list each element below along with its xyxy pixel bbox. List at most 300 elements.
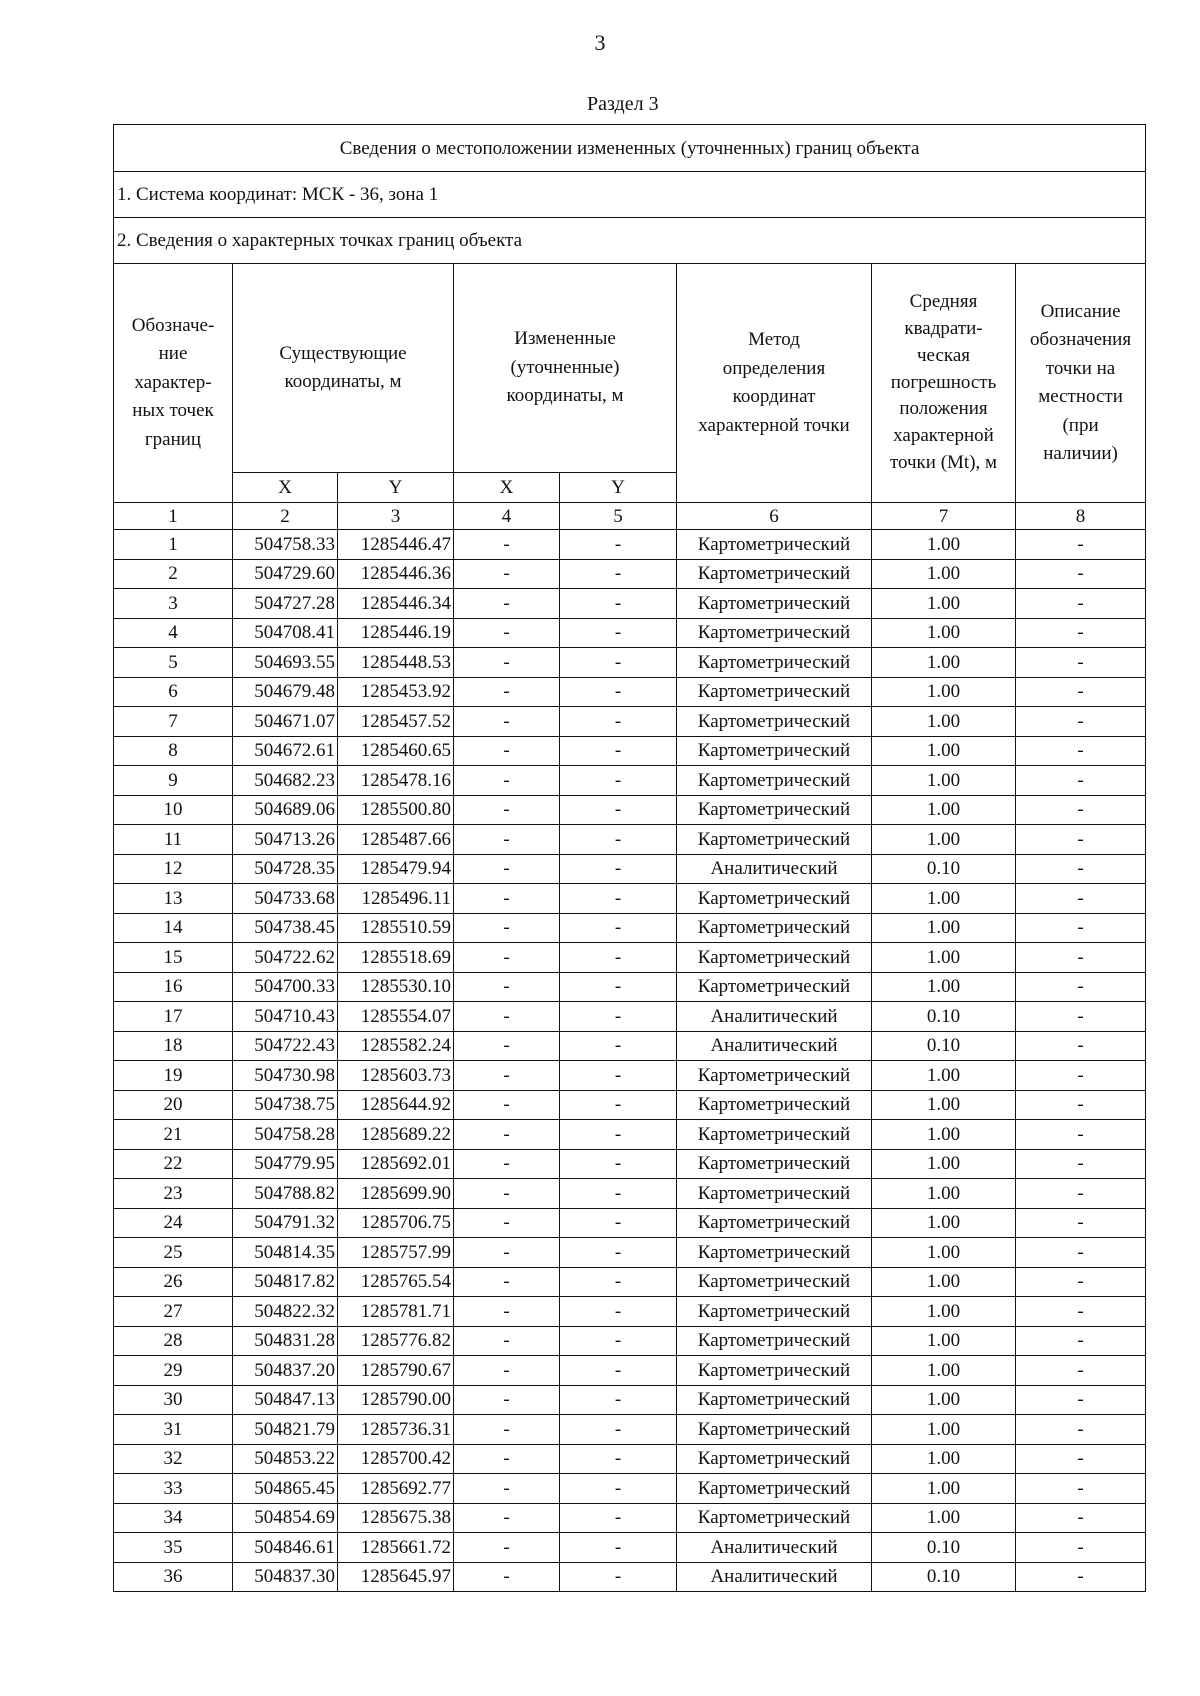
- description-cell: -: [1016, 530, 1146, 560]
- existing-y-cell: 1285446.47: [338, 530, 454, 560]
- changed-x-cell: -: [454, 589, 560, 619]
- description-cell: -: [1016, 1503, 1146, 1533]
- changed-x-cell: -: [454, 854, 560, 884]
- description-cell: -: [1016, 1238, 1146, 1268]
- point-number-cell: 29: [114, 1356, 233, 1386]
- changed-y-cell: -: [560, 972, 677, 1002]
- method-cell: Картометрический: [677, 972, 872, 1002]
- table-row: [114, 1031, 1146, 1061]
- changed-x-cell: -: [454, 825, 560, 855]
- method-cell: Картометрический: [677, 648, 872, 678]
- point-number-cell: 12: [114, 854, 233, 884]
- existing-x-cell: 504722.43: [233, 1031, 338, 1061]
- mean-error-cell: 0.10: [872, 1031, 1016, 1061]
- changed-y-cell: -: [560, 1061, 677, 1091]
- table-row: [114, 766, 1146, 796]
- table-row: [114, 1385, 1146, 1415]
- column-number: 2: [233, 503, 338, 530]
- mean-error-cell: 1.00: [872, 707, 1016, 737]
- table-row: [114, 1238, 1146, 1268]
- table-row: [114, 1120, 1146, 1150]
- description-cell: -: [1016, 589, 1146, 619]
- changed-y-cell: -: [560, 677, 677, 707]
- point-number-cell: 1: [114, 530, 233, 560]
- changed-y-cell: -: [560, 1208, 677, 1238]
- existing-y-cell: 1285776.82: [338, 1326, 454, 1356]
- existing-x-cell: 504708.41: [233, 618, 338, 648]
- header-changed-x: X: [454, 473, 560, 503]
- mean-error-cell: 1.00: [872, 1356, 1016, 1386]
- existing-x-cell: 504758.33: [233, 530, 338, 560]
- existing-y-cell: 1285781.71: [338, 1297, 454, 1327]
- existing-y-cell: 1285448.53: [338, 648, 454, 678]
- point-number-cell: 20: [114, 1090, 233, 1120]
- changed-y-cell: -: [560, 1090, 677, 1120]
- point-number-cell: 34: [114, 1503, 233, 1533]
- method-cell: Картометрический: [677, 1474, 872, 1504]
- changed-y-cell: -: [560, 1444, 677, 1474]
- column-number: 6: [677, 503, 872, 530]
- point-number-cell: 8: [114, 736, 233, 766]
- description-cell: -: [1016, 1356, 1146, 1386]
- existing-y-cell: 1285582.24: [338, 1031, 454, 1061]
- table-row: [114, 1297, 1146, 1327]
- description-cell: -: [1016, 1208, 1146, 1238]
- changed-x-cell: -: [454, 1120, 560, 1150]
- point-number-cell: 9: [114, 766, 233, 796]
- mean-error-cell: 1.00: [872, 1120, 1016, 1150]
- changed-y-cell: -: [560, 1179, 677, 1209]
- description-cell: -: [1016, 854, 1146, 884]
- table-row: [114, 795, 1146, 825]
- point-number-cell: 16: [114, 972, 233, 1002]
- existing-y-cell: 1285689.22: [338, 1120, 454, 1150]
- existing-x-cell: 504722.62: [233, 943, 338, 973]
- changed-x-cell: -: [454, 559, 560, 589]
- description-cell: -: [1016, 648, 1146, 678]
- point-number-cell: 33: [114, 1474, 233, 1504]
- changed-y-cell: -: [560, 648, 677, 678]
- description-cell: -: [1016, 1002, 1146, 1032]
- table-row: [114, 1444, 1146, 1474]
- description-cell: -: [1016, 677, 1146, 707]
- description-cell: -: [1016, 1061, 1146, 1091]
- method-cell: Картометрический: [677, 589, 872, 619]
- table-row: [114, 618, 1146, 648]
- changed-y-cell: -: [560, 1503, 677, 1533]
- point-number-cell: 5: [114, 648, 233, 678]
- existing-x-cell: 504846.61: [233, 1533, 338, 1563]
- changed-y-cell: -: [560, 1267, 677, 1297]
- changed-y-cell: -: [560, 1297, 677, 1327]
- mean-error-cell: 0.10: [872, 1562, 1016, 1592]
- table-row: [114, 943, 1146, 973]
- changed-x-cell: -: [454, 943, 560, 973]
- table-row: [114, 530, 1146, 560]
- point-number-cell: 7: [114, 707, 233, 737]
- table-row: [114, 1356, 1146, 1386]
- header-changed-y: Y: [560, 473, 677, 503]
- table-row: [114, 825, 1146, 855]
- description-cell: -: [1016, 1444, 1146, 1474]
- description-cell: -: [1016, 1090, 1146, 1120]
- changed-x-cell: -: [454, 1444, 560, 1474]
- existing-x-cell: 504671.07: [233, 707, 338, 737]
- changed-y-cell: -: [560, 766, 677, 796]
- points-section-heading: 2. Сведения о характерных точках границ объекта: [114, 218, 1146, 264]
- changed-x-cell: -: [454, 1208, 560, 1238]
- method-cell: Картометрический: [677, 1356, 872, 1386]
- changed-x-cell: -: [454, 1267, 560, 1297]
- table-row: [114, 913, 1146, 943]
- existing-y-cell: 1285692.77: [338, 1474, 454, 1504]
- table-row: [114, 1533, 1146, 1563]
- existing-y-cell: 1285500.80: [338, 795, 454, 825]
- existing-x-cell: 504847.13: [233, 1385, 338, 1415]
- existing-y-cell: 1285453.92: [338, 677, 454, 707]
- existing-x-cell: 504672.61: [233, 736, 338, 766]
- mean-error-cell: 1.00: [872, 677, 1016, 707]
- description-cell: -: [1016, 1031, 1146, 1061]
- mean-error-cell: 1.00: [872, 913, 1016, 943]
- changed-x-cell: -: [454, 1031, 560, 1061]
- existing-x-cell: 504727.28: [233, 589, 338, 619]
- changed-x-cell: -: [454, 1297, 560, 1327]
- method-cell: Картометрический: [677, 884, 872, 914]
- method-cell: Картометрический: [677, 795, 872, 825]
- method-cell: Картометрический: [677, 1415, 872, 1445]
- changed-y-cell: -: [560, 1415, 677, 1445]
- point-number-cell: 6: [114, 677, 233, 707]
- method-cell: Картометрический: [677, 943, 872, 973]
- point-number-cell: 27: [114, 1297, 233, 1327]
- existing-x-cell: 504779.95: [233, 1149, 338, 1179]
- changed-x-cell: -: [454, 1061, 560, 1091]
- mean-error-cell: 1.00: [872, 589, 1016, 619]
- table-row: [114, 1179, 1146, 1209]
- description-cell: -: [1016, 1179, 1146, 1209]
- changed-y-cell: -: [560, 707, 677, 737]
- existing-x-cell: 504758.28: [233, 1120, 338, 1150]
- method-cell: Картометрический: [677, 1503, 872, 1533]
- changed-x-cell: -: [454, 1415, 560, 1445]
- existing-y-cell: 1285700.42: [338, 1444, 454, 1474]
- changed-x-cell: -: [454, 1562, 560, 1592]
- changed-y-cell: -: [560, 943, 677, 973]
- method-cell: Картометрический: [677, 766, 872, 796]
- description-cell: -: [1016, 913, 1146, 943]
- method-cell: Аналитический: [677, 1562, 872, 1592]
- description-cell: -: [1016, 1149, 1146, 1179]
- mean-error-cell: 1.00: [872, 1149, 1016, 1179]
- changed-y-cell: -: [560, 1474, 677, 1504]
- column-number: 1: [114, 503, 233, 530]
- method-cell: Картометрический: [677, 707, 872, 737]
- mean-error-cell: 1.00: [872, 736, 1016, 766]
- point-number-cell: 10: [114, 795, 233, 825]
- table-row: [114, 648, 1146, 678]
- existing-y-cell: 1285554.07: [338, 1002, 454, 1032]
- existing-x-cell: 504733.68: [233, 884, 338, 914]
- method-cell: Картометрический: [677, 1208, 872, 1238]
- description-cell: -: [1016, 1533, 1146, 1563]
- changed-x-cell: -: [454, 884, 560, 914]
- existing-x-cell: 504682.23: [233, 766, 338, 796]
- table-row: [114, 1326, 1146, 1356]
- description-cell: -: [1016, 825, 1146, 855]
- header-point-description: Описание обозначения точки на местности (при наличии): [1016, 264, 1146, 503]
- table-row: [114, 1061, 1146, 1091]
- existing-x-cell: 504710.43: [233, 1002, 338, 1032]
- changed-x-cell: -: [454, 795, 560, 825]
- changed-y-cell: -: [560, 1120, 677, 1150]
- mean-error-cell: 1.00: [872, 1415, 1016, 1445]
- description-cell: -: [1016, 1297, 1146, 1327]
- changed-x-cell: -: [454, 1179, 560, 1209]
- changed-y-cell: -: [560, 884, 677, 914]
- method-cell: Картометрический: [677, 1090, 872, 1120]
- changed-y-cell: -: [560, 1356, 677, 1386]
- mean-error-cell: 1.00: [872, 1208, 1016, 1238]
- changed-x-cell: -: [454, 736, 560, 766]
- table-row: [114, 707, 1146, 737]
- existing-x-cell: 504817.82: [233, 1267, 338, 1297]
- table-row: [114, 1149, 1146, 1179]
- description-cell: -: [1016, 884, 1146, 914]
- description-cell: -: [1016, 943, 1146, 973]
- existing-x-cell: 504853.22: [233, 1444, 338, 1474]
- mean-error-cell: 1.00: [872, 559, 1016, 589]
- changed-x-cell: -: [454, 677, 560, 707]
- point-number-cell: 3: [114, 589, 233, 619]
- method-cell: Картометрический: [677, 1267, 872, 1297]
- boundary-points-table: [113, 124, 1146, 1592]
- changed-y-cell: -: [560, 530, 677, 560]
- changed-x-cell: -: [454, 1090, 560, 1120]
- changed-y-cell: -: [560, 825, 677, 855]
- existing-y-cell: 1285446.19: [338, 618, 454, 648]
- mean-error-cell: 1.00: [872, 1267, 1016, 1297]
- table-row: [114, 736, 1146, 766]
- changed-x-cell: -: [454, 1238, 560, 1268]
- header-point-designation: Обозначе- ние характер- ных точек границ: [114, 264, 233, 503]
- changed-y-cell: -: [560, 1385, 677, 1415]
- changed-y-cell: -: [560, 1562, 677, 1592]
- existing-y-cell: 1285510.59: [338, 913, 454, 943]
- method-cell: Картометрический: [677, 1238, 872, 1268]
- mean-error-cell: 1.00: [872, 943, 1016, 973]
- column-number: 3: [338, 503, 454, 530]
- existing-x-cell: 504679.48: [233, 677, 338, 707]
- changed-x-cell: -: [454, 972, 560, 1002]
- existing-y-cell: 1285757.99: [338, 1238, 454, 1268]
- description-cell: -: [1016, 795, 1146, 825]
- existing-x-cell: 504837.20: [233, 1356, 338, 1386]
- changed-x-cell: -: [454, 648, 560, 678]
- mean-error-cell: 1.00: [872, 1238, 1016, 1268]
- table-row: [114, 1090, 1146, 1120]
- changed-x-cell: -: [454, 1356, 560, 1386]
- mean-error-cell: 0.10: [872, 854, 1016, 884]
- table-row: [114, 972, 1146, 1002]
- changed-x-cell: -: [454, 1149, 560, 1179]
- existing-y-cell: 1285530.10: [338, 972, 454, 1002]
- point-number-cell: 13: [114, 884, 233, 914]
- existing-y-cell: 1285790.67: [338, 1356, 454, 1386]
- changed-x-cell: -: [454, 1385, 560, 1415]
- point-number-cell: 4: [114, 618, 233, 648]
- table-row: [114, 1503, 1146, 1533]
- header-changed-coordinates: Измененные (уточненные) координаты, м: [454, 264, 677, 473]
- existing-y-cell: 1285479.94: [338, 854, 454, 884]
- mean-error-cell: 1.00: [872, 1474, 1016, 1504]
- existing-x-cell: 504713.26: [233, 825, 338, 855]
- method-cell: Картометрический: [677, 1179, 872, 1209]
- existing-y-cell: 1285478.16: [338, 766, 454, 796]
- existing-x-cell: 504831.28: [233, 1326, 338, 1356]
- method-cell: Картометрический: [677, 1120, 872, 1150]
- existing-x-cell: 504821.79: [233, 1415, 338, 1445]
- existing-x-cell: 504700.33: [233, 972, 338, 1002]
- point-number-cell: 17: [114, 1002, 233, 1032]
- table-row: [114, 677, 1146, 707]
- page-number: 3: [594, 30, 606, 55]
- point-number-cell: 28: [114, 1326, 233, 1356]
- changed-x-cell: -: [454, 913, 560, 943]
- existing-x-cell: 504791.32: [233, 1208, 338, 1238]
- method-cell: Картометрический: [677, 677, 872, 707]
- description-cell: -: [1016, 736, 1146, 766]
- description-cell: -: [1016, 559, 1146, 589]
- point-number-cell: 19: [114, 1061, 233, 1091]
- changed-y-cell: -: [560, 1149, 677, 1179]
- section-title: Раздел 3: [587, 93, 659, 115]
- existing-x-cell: 504837.30: [233, 1562, 338, 1592]
- description-cell: -: [1016, 1474, 1146, 1504]
- changed-x-cell: -: [454, 1002, 560, 1032]
- mean-error-cell: 1.00: [872, 1297, 1016, 1327]
- point-number-cell: 15: [114, 943, 233, 973]
- existing-y-cell: 1285518.69: [338, 943, 454, 973]
- method-cell: Аналитический: [677, 1002, 872, 1032]
- description-cell: -: [1016, 972, 1146, 1002]
- method-cell: Картометрический: [677, 1385, 872, 1415]
- table-row: [114, 1267, 1146, 1297]
- mean-error-cell: 1.00: [872, 825, 1016, 855]
- mean-error-cell: 1.00: [872, 884, 1016, 914]
- existing-y-cell: 1285645.97: [338, 1562, 454, 1592]
- mean-error-cell: 1.00: [872, 766, 1016, 796]
- existing-x-cell: 504689.06: [233, 795, 338, 825]
- changed-y-cell: -: [560, 589, 677, 619]
- point-number-cell: 36: [114, 1562, 233, 1592]
- existing-y-cell: 1285446.34: [338, 589, 454, 619]
- mean-error-cell: 1.00: [872, 1061, 1016, 1091]
- description-cell: -: [1016, 1120, 1146, 1150]
- table-row: [114, 589, 1146, 619]
- existing-y-cell: 1285699.90: [338, 1179, 454, 1209]
- method-cell: Картометрический: [677, 1444, 872, 1474]
- point-number-cell: 25: [114, 1238, 233, 1268]
- description-cell: -: [1016, 1326, 1146, 1356]
- changed-x-cell: -: [454, 1326, 560, 1356]
- mean-error-cell: 1.00: [872, 1179, 1016, 1209]
- changed-y-cell: -: [560, 1326, 677, 1356]
- changed-x-cell: -: [454, 618, 560, 648]
- point-number-cell: 32: [114, 1444, 233, 1474]
- existing-x-cell: 504738.75: [233, 1090, 338, 1120]
- column-number: 8: [1016, 503, 1146, 530]
- description-cell: -: [1016, 707, 1146, 737]
- table-row: [114, 854, 1146, 884]
- column-number: 7: [872, 503, 1016, 530]
- existing-y-cell: 1285692.01: [338, 1149, 454, 1179]
- description-cell: -: [1016, 1562, 1146, 1592]
- existing-y-cell: 1285765.54: [338, 1267, 454, 1297]
- changed-y-cell: -: [560, 913, 677, 943]
- description-cell: -: [1016, 766, 1146, 796]
- description-cell: -: [1016, 1385, 1146, 1415]
- description-cell: -: [1016, 1415, 1146, 1445]
- header-determination-method: Метод определения координат характерной точки: [677, 264, 872, 503]
- mean-error-cell: 0.10: [872, 1002, 1016, 1032]
- existing-y-cell: 1285675.38: [338, 1503, 454, 1533]
- changed-y-cell: -: [560, 618, 677, 648]
- changed-y-cell: -: [560, 559, 677, 589]
- point-number-cell: 22: [114, 1149, 233, 1179]
- changed-x-cell: -: [454, 1503, 560, 1533]
- existing-y-cell: 1285446.36: [338, 559, 454, 589]
- table-row: [114, 1474, 1146, 1504]
- existing-x-cell: 504729.60: [233, 559, 338, 589]
- mean-error-cell: 1.00: [872, 530, 1016, 560]
- method-cell: Картометрический: [677, 559, 872, 589]
- changed-x-cell: -: [454, 530, 560, 560]
- table-row: [114, 884, 1146, 914]
- existing-y-cell: 1285644.92: [338, 1090, 454, 1120]
- mean-error-cell: 1.00: [872, 1090, 1016, 1120]
- existing-x-cell: 504854.69: [233, 1503, 338, 1533]
- changed-y-cell: -: [560, 1533, 677, 1563]
- mean-error-cell: 1.00: [872, 1444, 1016, 1474]
- changed-y-cell: -: [560, 1031, 677, 1061]
- changed-y-cell: -: [560, 736, 677, 766]
- changed-x-cell: -: [454, 1533, 560, 1563]
- method-cell: Картометрический: [677, 1061, 872, 1091]
- point-number-cell: 23: [114, 1179, 233, 1209]
- mean-error-cell: 1.00: [872, 648, 1016, 678]
- existing-x-cell: 504730.98: [233, 1061, 338, 1091]
- existing-y-cell: 1285603.73: [338, 1061, 454, 1091]
- mean-error-cell: 1.00: [872, 1503, 1016, 1533]
- method-cell: Аналитический: [677, 1533, 872, 1563]
- mean-error-cell: 1.00: [872, 1326, 1016, 1356]
- header-existing-y: Y: [338, 473, 454, 503]
- existing-x-cell: 504693.55: [233, 648, 338, 678]
- header-existing-x: X: [233, 473, 338, 503]
- table-row: [114, 1562, 1146, 1592]
- existing-y-cell: 1285661.72: [338, 1533, 454, 1563]
- header-mean-square-error: Средняя квадрати- ческая погрешность положения характерной точки (Mt), м: [872, 264, 1016, 503]
- existing-y-cell: 1285487.66: [338, 825, 454, 855]
- method-cell: Картометрический: [677, 1149, 872, 1179]
- existing-y-cell: 1285790.00: [338, 1385, 454, 1415]
- method-cell: Картометрический: [677, 913, 872, 943]
- point-number-cell: 14: [114, 913, 233, 943]
- existing-x-cell: 504865.45: [233, 1474, 338, 1504]
- table-row: [114, 1415, 1146, 1445]
- point-number-cell: 2: [114, 559, 233, 589]
